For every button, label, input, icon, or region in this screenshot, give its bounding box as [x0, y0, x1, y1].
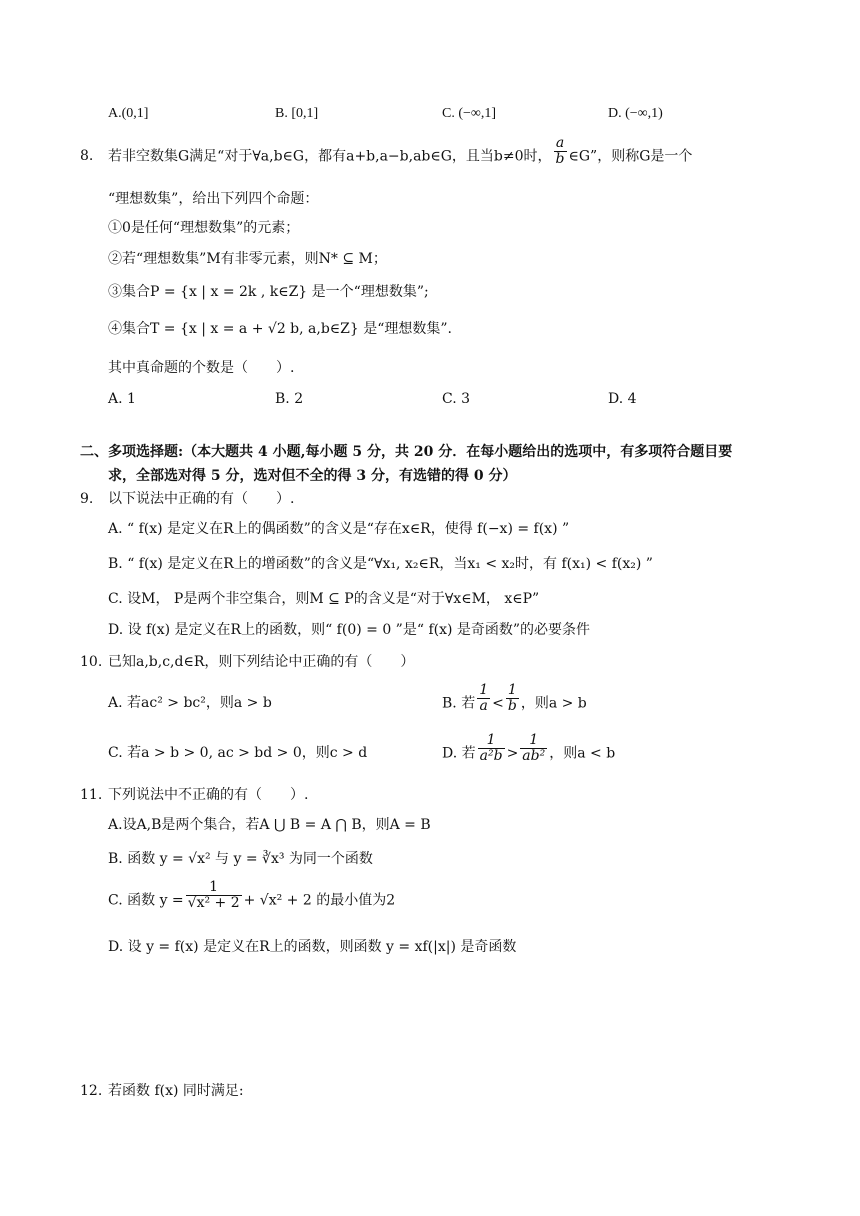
- q11-option-a: A.设A,B是两个集合，若A ⋃ B = A ⋂ B，则A = B: [108, 817, 431, 833]
- q8-option-d: D. 4: [608, 391, 637, 407]
- q7-option-d: D. (−∞,1): [608, 106, 663, 121]
- q8-frac-denominator: b: [555, 151, 565, 167]
- q11-c-frac-den: √x² + 2: [187, 895, 240, 911]
- q7-option-b: B. [0,1]: [275, 106, 319, 121]
- q11-c-prefix: C. 函数 y =: [108, 892, 184, 909]
- q10-d-gt: >: [506, 745, 519, 762]
- q8-stem-part1: 若非空数集G满足“对于∀a,b∈G，都有a+b,a−b,ab∈G，且当b≠0时，: [108, 148, 552, 165]
- q10-d-prefix: D. 若: [442, 745, 476, 762]
- q10-b-frac1-num: 1: [479, 682, 489, 698]
- q11-stem: 下列说法中不正确的有（ ）.: [108, 787, 309, 803]
- q9-option-a: A. “ f(x) 是定义在R上的偶函数”的含义是“存在x∈R，使得 f(−x) = f(x) ”: [108, 521, 570, 537]
- q10-option-c: C. 若a > b > 0, ac > bd > 0，则c > d: [108, 745, 368, 761]
- q10-b-frac1: [477, 683, 490, 714]
- q10-d-suffix: ，则a < b: [549, 745, 616, 762]
- q10-d-frac1: [478, 733, 505, 764]
- q10-d-frac1-den: a²b: [479, 748, 503, 764]
- q9-stem: 以下说法中正确的有（ ）.: [108, 491, 295, 507]
- q8-frac-numerator: a: [554, 136, 567, 152]
- q10-d-frac2-den: ab²: [522, 748, 546, 764]
- section-2-heading-line1: 二、多项选择题:（本大题共 4 小题,每小题 5 分，共 20 分．在每小题给出的选项中，有多项符合题目要: [80, 444, 733, 460]
- q10-d-frac2-num: 1: [520, 733, 547, 749]
- q11-c-frac-num: 1: [186, 880, 242, 896]
- q8-option-c: C. 3: [442, 391, 471, 407]
- q9-option-d: D. 设 f(x) 是定义在R上的函数，则“ f(0) = 0 ”是“ f(x) 是奇函数”的必要条件: [108, 622, 591, 638]
- q10-b-frac2: [506, 683, 519, 714]
- q12-number: 12.: [80, 1083, 103, 1099]
- q10-b-suffix: ，则a > b: [520, 695, 587, 712]
- q11-c-fraction: [186, 880, 242, 911]
- q8-proposition-3: ③集合P = {x | x = 2k , k∈Z} 是一个“理想数集”;: [108, 284, 429, 300]
- q12-stem: 若函数 f(x) 同时满足:: [108, 1083, 244, 1099]
- q9-number: 9.: [80, 491, 94, 507]
- q10-b-frac2-num: 1: [506, 683, 519, 699]
- q10-option-b: [442, 682, 587, 714]
- q11-option-d: D. 设 y = f(x) 是定义在R上的函数，则函数 y = xf(|x|) 是奇函数: [108, 939, 517, 955]
- q10-d-frac1-num: 1: [478, 733, 505, 749]
- q7-option-a: A.(0,1]: [108, 106, 149, 121]
- q8-stem-line2: “理想数集”，给出下列四个命题：: [108, 191, 319, 207]
- q10-option-d: [442, 732, 616, 764]
- section-2-heading-line2: 求，全部选对得 5 分，选对但不全的得 3 分，有选错的得 0 分）: [108, 468, 517, 484]
- q8-number: 8.: [80, 148, 94, 164]
- q8-proposition-2: ②若“理想数集”M有非零元素，则N* ⊆ M；: [108, 251, 387, 267]
- q8-stem-line1: [108, 135, 693, 167]
- q10-b-frac1-den: a: [479, 698, 488, 714]
- q10-d-frac2: [520, 733, 547, 764]
- q11-option-c: [108, 879, 396, 911]
- q8-question: 其中真命题的个数是（ ）.: [108, 360, 295, 376]
- q8-stem-part2: ∈G”，则称G是一个: [568, 148, 693, 165]
- q8-proposition-1: ①0是任何“理想数集”的元素；: [108, 220, 300, 236]
- q8-fraction: [554, 136, 567, 167]
- q9-option-c: C. 设M， P是两个非空集合，则M ⊆ P的含义是“对于∀x∈M， x∈P”: [108, 591, 540, 607]
- q8-option-b: B. 2: [275, 391, 304, 407]
- q10-number: 10.: [80, 654, 103, 670]
- q11-c-suffix: + √x² + 2 的最小值为2: [243, 892, 396, 909]
- q10-b-prefix: B. 若: [442, 695, 476, 712]
- q11-number: 11.: [80, 787, 103, 803]
- q10-stem: 已知a,b,c,d∈R，则下列结论中正确的有（ ）: [108, 654, 415, 670]
- q10-b-frac2-den: b: [507, 698, 517, 714]
- q10-b-lt: <: [492, 695, 504, 712]
- q8-option-a: A. 1: [108, 391, 136, 407]
- q10-option-a: A. 若ac² > bc²，则a > b: [108, 695, 272, 711]
- q9-option-b: B. “ f(x) 是定义在R上的增函数”的含义是“∀x₁, x₂∈R，当x₁ < x₂时，有 f(x₁) < f(x₂) ”: [108, 556, 653, 572]
- q8-proposition-4: ④集合T = {x | x = a + √2 b, a,b∈Z} 是“理想数集”.: [108, 321, 453, 337]
- q7-option-c: C. (−∞,1]: [442, 106, 497, 121]
- q11-option-b: B. 函数 y = √x² 与 y = ∛x³ 为同一个函数: [108, 851, 373, 867]
